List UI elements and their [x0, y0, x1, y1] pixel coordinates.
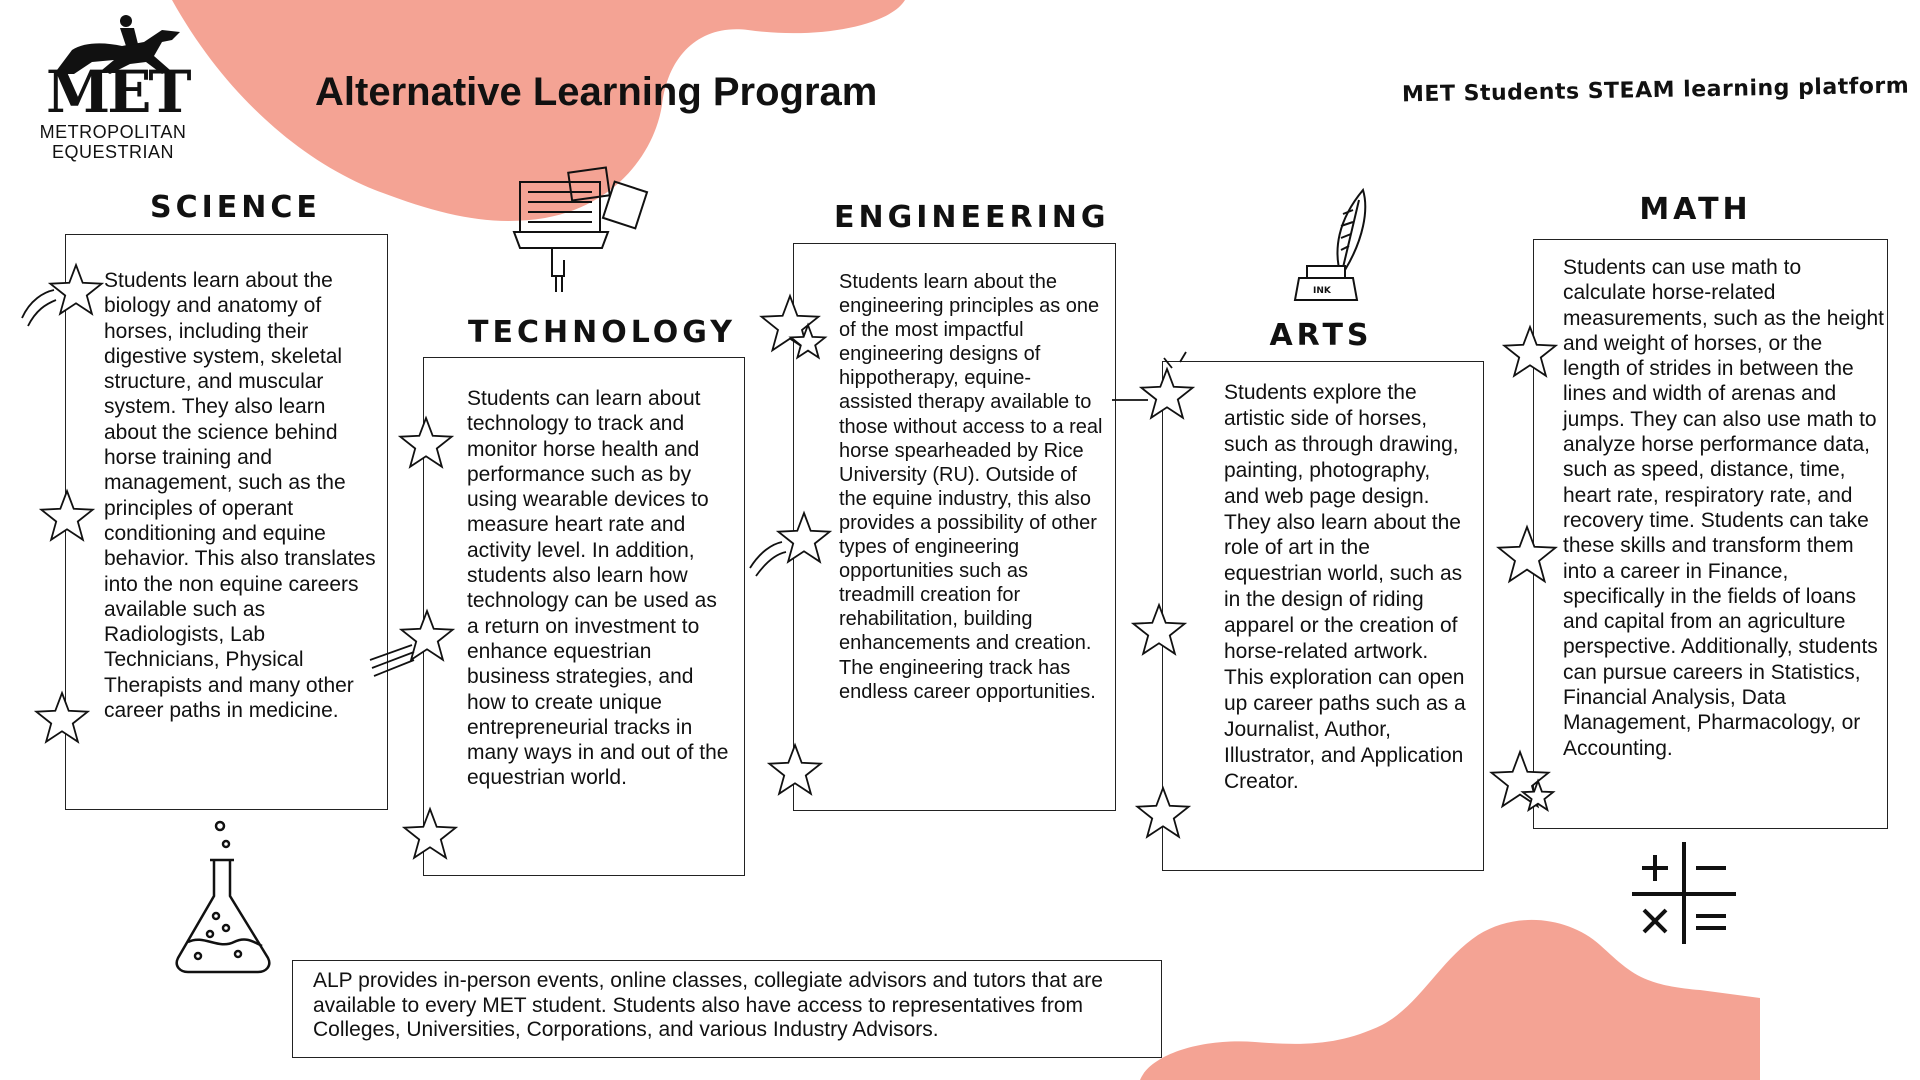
- page-tagline: MET Students STEAM learning platform: [1401, 73, 1910, 108]
- star-icon: [50, 265, 101, 314]
- technology-text: Students can learn about technology to track and monitor horse health and performance such as by using wearable devices to measure heart rate and activity level. In addition, students also learn how technology can be used as a return on investment to enhance equestrian business strategies, and how to create unique entrepreneurial tracks in many ways in and out of the equestrian world.: [467, 387, 729, 790]
- engineering-text: Students learn about the engineering principles as one of the most impactful engineering designs of hippotherapy, equine-assisted therapy available to those without access to a real horse spearheaded by Rice University (RU). Outside of the equine industry, this also provides a possibility of other types of engineering opportunities such as treadmill creation for rehabilitation, building enhancements and creation. The engineering track has endless career opportunities.: [839, 271, 1103, 703]
- motion-line: [372, 652, 414, 668]
- arts-text: Students explore the artistic side of horses, such as through drawing, painting, photography, and web page design. They also learn about the role of art in the equestrian world, such as in the design of riding apparel or the creation of horse-related artwork. This exploration can open up career paths such as a Journalist, Author, Illustrator, and Application Creator.: [1224, 381, 1466, 793]
- star-icon: [1133, 605, 1184, 654]
- math-text: Students can use math to calculate horse-related measurements, such as the height and weight of horses, or the length of strides in between the lines and width of arenas and jumps. They can also use math to analyze horse performance data, such as speed, distance, time, heart rate, respiratory rate, and recovery time. Students can take these skills and transform them into a career in Finance, specifically in the fields of loans and capital from an agriculture perspective. Additionally, students can pursue careers in Statistics, Financial Analysis, Data Management, Pharmacology, or Accounting.: [1563, 256, 1885, 760]
- motion-line: [1180, 352, 1186, 362]
- math-heading: MATH: [1639, 192, 1752, 227]
- engineering-heading: ENGINEERING: [834, 200, 1110, 235]
- star-icon: [1141, 369, 1192, 418]
- science-text: Students learn about the biology and anatomy of horses, including their digestive system, skeletal structure, and muscular system. They also learn about the science behind horse training and management, such as the principles of operant conditioning and equine behavior. This also translates into the non equine careers available such as Radiologists, Lab Technicians, Physical Therapists and many other career paths in medicine.: [104, 269, 376, 723]
- ink-label: INK: [1313, 286, 1331, 296]
- page-title: Alternative Learning Program: [315, 70, 878, 114]
- motion-line: [370, 645, 412, 660]
- arts-heading: ARTS: [1269, 318, 1373, 353]
- science-heading: SCIENCE: [150, 190, 321, 225]
- logo-wordmark: MET: [46, 58, 189, 126]
- motion-line: [374, 660, 414, 676]
- motion-line: [28, 300, 56, 326]
- logo-line-2: EQUESTRIAN: [51, 142, 175, 162]
- star-icon: [400, 418, 451, 467]
- star-icon: [41, 491, 92, 540]
- star-icon: [401, 611, 452, 660]
- star-icon: [36, 693, 87, 742]
- motion-line: [1164, 358, 1172, 368]
- star-icon: [1499, 527, 1556, 581]
- star-icon: [769, 745, 820, 794]
- star-icon: [778, 513, 829, 562]
- footer-text: ALP provides in-person events, online classes, collegiate advisors and tutors that are available to every MET student. Students also have access to representatives from Colleges, Universities, Corporations, and various Industry Advisors.: [313, 969, 1103, 1041]
- star-icon: [1137, 788, 1188, 837]
- star-icon: [1504, 327, 1555, 376]
- technology-heading: TECHNOLOGY: [468, 315, 736, 350]
- logo-line-1: METROPOLITAN: [39, 122, 187, 142]
- star-icon: [404, 809, 455, 858]
